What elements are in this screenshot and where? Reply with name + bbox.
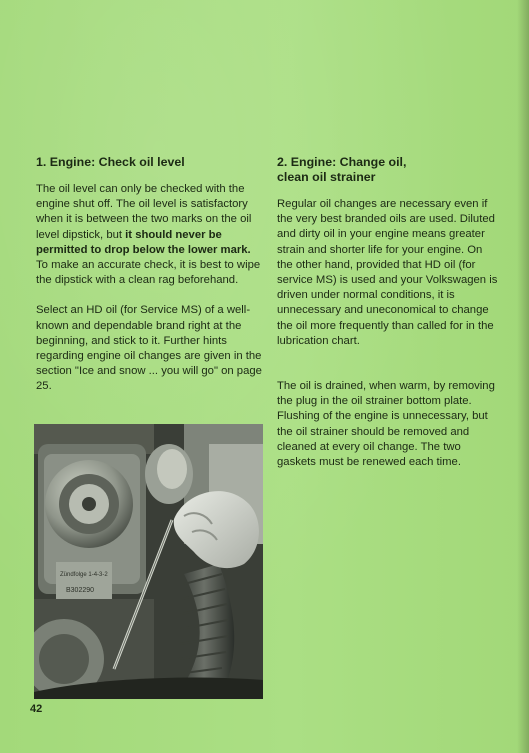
spacer — [36, 288, 264, 303]
check-oil-text-2: To make an accurate check, it is best to wipe the dipstick with a clean rag beforehand. — [36, 259, 261, 287]
section-heading-change-oil — [277, 155, 499, 185]
heading-line-2: clean oil strainer — [277, 170, 376, 184]
left-column — [36, 155, 264, 395]
oil-change-paragraph: Regular oil changes are necessary even if the very best branded oils are used. Diluted and dirty oil in your engine means greater strain and shorter life for your engine. On the other hand, provided that HD oil (for service MS) is used and your Volkswagen is driven under normal conditions, it is unnecessary and uneconomical to change the oil more frequently than called for in the lubrication chart. — [277, 198, 498, 347]
heading-line-1: 2. Engine: Change oil, — [277, 155, 407, 169]
check-oil-paragraph — [36, 182, 264, 288]
oil-selection-paragraph: Select an HD oil (for Service MS) of a well-known and dependable brand right at the beginning, and stick to it. Further hints regarding engine oil changes are given in the section "Ice and snow ... you will go" on page 25. — [36, 304, 262, 393]
right-column — [277, 155, 499, 470]
page-number: 42 — [30, 703, 43, 715]
engine-plate-text-2: B302290 — [66, 587, 95, 594]
oil-drain-paragraph: The oil is drained, when warm, by removing the plug in the oil strainer bottom plate. Flushing of the engine is unnecessary, but the oil strainer should be removed and cleaned at every oil change. The two gaskets must be renewed each time. — [277, 380, 495, 469]
spacer — [277, 349, 499, 379]
check-oil-text-1: The oil level can only be checked with the engine shut off. The oil level is satisfactory when it is between the two marks on the oil level dipstick, but — [36, 183, 252, 241]
check-oil-warning: it should never be permitted to drop below the lower mark. — [36, 228, 251, 256]
engine-plate-text-1: Zündfolge 1-4-3-2 — [60, 572, 108, 578]
section-heading-check-oil: 1. Engine: Check oil level — [36, 155, 185, 169]
engine-dipstick-photo — [34, 424, 263, 699]
engine-photo-illustration — [34, 424, 263, 699]
